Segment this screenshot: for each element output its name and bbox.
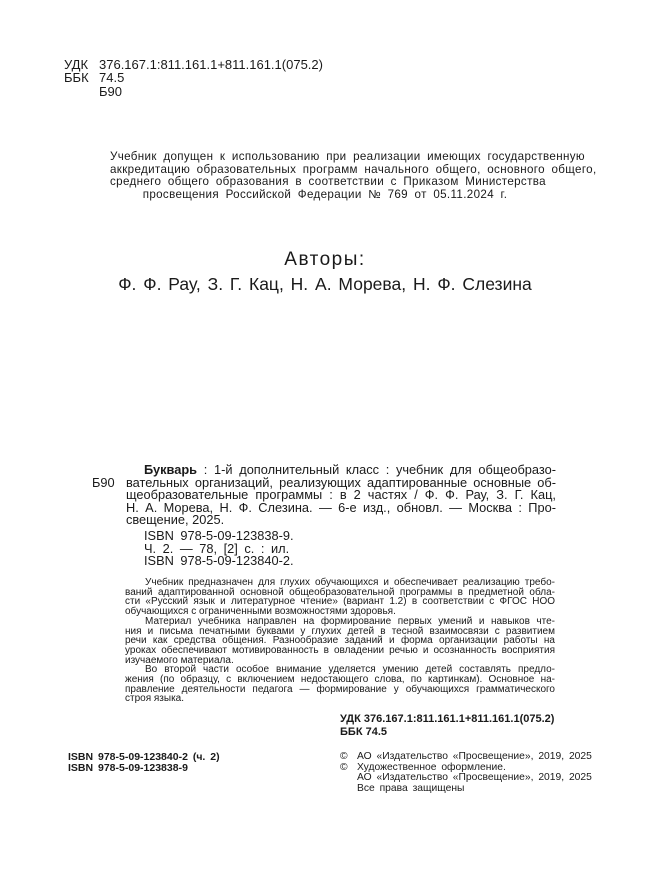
footer-isbn-line: ISBN 978-5-09-123838-9 (68, 761, 188, 774)
bibliography-line: Букварь : 1-й дополнительный класс : учебник для общеобразо- (144, 462, 556, 477)
classification-codes (64, 58, 323, 98)
bibliography-code: Б90 (92, 475, 115, 490)
bibliographic-record (126, 464, 556, 527)
bbk-value: 74.5 (99, 70, 125, 86)
isbn-line: ISBN 978-5-09-123840-2. (144, 553, 294, 569)
approval-line: среднего общего образования в соответствии с Приказом Министерства (110, 175, 546, 189)
bibliography-line: вательных организаций, реализующих адаптированные основные об- (126, 474, 556, 490)
approval-notice (110, 150, 597, 201)
copyright-line: АО «Издательство «Просвещение», 2019, 2025 (357, 751, 592, 762)
annotation-line: строя языка. (125, 693, 185, 705)
copyright-line: Все права защищены (357, 782, 465, 794)
annotation-line: сти «Русский язык и литературное чтение» (вариант 1.2) в соответствии с ФГОС НОО (125, 596, 555, 608)
annotation-line: уроках обеспечивают мотивированность в овладении речью и осознанность восприятия (125, 644, 555, 656)
author-mark: Б90 (99, 83, 122, 99)
bibliography-line: свещение, 2025. (126, 512, 225, 528)
approval-line: Учебник допущен к использованию при реализации имеющих государственную (110, 150, 585, 163)
footer-bbk: ББК 74.5 (340, 725, 387, 738)
annotation-line: речи как средства общения. Разнообразие заданий и форма организации работы на (125, 635, 555, 647)
udk-label: УДК (64, 57, 89, 72)
authors-heading: Авторы: (284, 249, 366, 270)
footer-isbn (68, 752, 220, 773)
copyright-block (340, 752, 592, 794)
copyright-symbol: © (340, 751, 348, 762)
udk-value: 376.167.1:811.161.1+811.161.1(075.2) (99, 57, 323, 72)
book-title: Букварь (144, 462, 198, 477)
bibliography-line: Н. А. Морева, Н. Ф. Слезина. — 6-е изд., обновл. — Москва : Про- (126, 499, 556, 515)
annotation-line: Учебник предназначен для глухих обучающихся и обеспечивает реализацию требо- (145, 577, 555, 588)
annotation-line: обучающихся с ограниченными возможностями здоровья. (125, 606, 396, 618)
approval-line: просвещения Российской Федерации № 769 от 05.11.2024 г. (142, 187, 508, 201)
footer-udk: УДК 376.167.1:811.161.1+811.161.1(075.2) (340, 713, 555, 725)
authors-list: Ф. Ф. Рау, З. Г. Кац, Н. А. Морева, Н. Ф. Слезина (118, 274, 532, 294)
annotation-line: изучаемого материала. (125, 654, 234, 666)
footer-codes (340, 713, 554, 738)
isbn-block (144, 530, 294, 568)
bbk-label: ББК (64, 70, 89, 86)
copyright-line: Художественное оформление. (357, 761, 506, 773)
annotation-line: Материал учебника направлен на формирование первых умений и навыков чте- (145, 615, 555, 627)
annotation-line: правление деятельности педагога — формирование у обучающихся грамматического (125, 683, 555, 695)
annotation-line: ния и письма печатными буквами у глухих детей в тесной взаимосвязи с развитием (125, 625, 555, 637)
annotation-line: жения (по образцу, с включением недостающего слова, по картинкам). Основное на- (125, 674, 555, 686)
copyright-symbol: © (340, 761, 348, 773)
footer-isbn-line: ISBN 978-5-09-123840-2 (ч. 2) (68, 751, 220, 763)
isbn-line: Ч. 2. — 78, [2] с. : ил. (144, 540, 290, 556)
annotation-line: Во второй части особое внимание уделяется умению детей составлять предло- (145, 664, 555, 676)
annotation-line: ваний адаптированной основной общеобразовательной программы в предметной обла- (125, 586, 555, 598)
annotation (125, 578, 555, 704)
bibliography-line: щеобразовательные программы : в 2 частях / Ф. Ф. Рау, З. Г. Кац, (126, 487, 556, 503)
approval-line: аккредитацию образовательных программ начального общего, основного общего, (110, 162, 597, 176)
isbn-line: ISBN 978-5-09-123838-9. (144, 528, 294, 543)
copyright-line: АО «Издательство «Просвещение», 2019, 2025 (357, 772, 592, 783)
